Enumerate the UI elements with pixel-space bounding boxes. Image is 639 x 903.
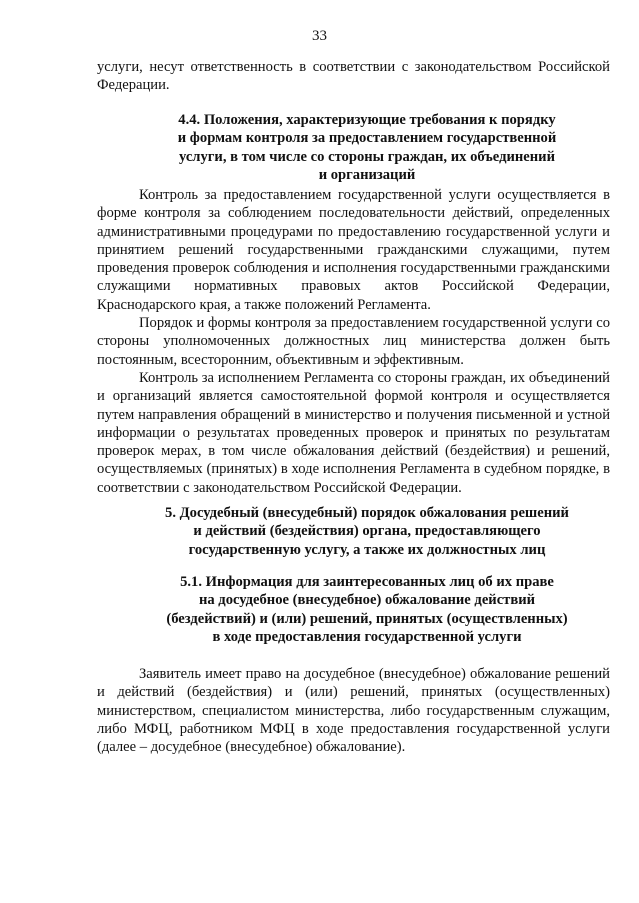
heading-line: и действий (бездействия) органа, предоставляющего [193, 523, 541, 540]
heading-line: 5.1. Информация для заинтересованных лиц об их праве [180, 574, 554, 590]
section-5-heading [97, 504, 637, 559]
heading-line: 4.4. Положения, характеризующие требования к порядку [178, 112, 556, 128]
section-5-1-heading [97, 573, 637, 646]
body-paragraph: Заявитель имеет право на досудебное (внесудебное) обжалование решений и действий (бездействия) и (или) решений, принятых (осуществленных) министерством, специалистом министерства, либо государственным служащим, либо МФЦ, работником МФЦ в ходе предоставления государственной услуги (далее – досудебное (внесудебное) обжалование). [97, 666, 610, 756]
body-paragraph: Контроль за предоставлением государственной услуги осуществляется в форме контроля за соблюдением последовательности действий, определенных административными процедурами по предоставлению государственной услуги и принятием решений государственными гражданскими служащими, путем проведения проверок соблюдения и исполнения государственными гражданскими служащими нормативных правовых актов Российской Федерации, Краснодарского края, а также положений Регламента. [97, 187, 610, 313]
body-paragraph: Порядок и формы контроля за предоставлением государственной услуги со стороны уполномоченных должностных лиц министерства должен быть постоянным, всесторонним, объективным и эффективным. [97, 315, 610, 368]
heading-line: и организаций [318, 166, 416, 183]
section-4-4-body [97, 186, 610, 497]
top-text-block [97, 58, 610, 95]
page-number: 33 [312, 28, 327, 44]
heading-line: государственную услугу, а также их должностных лиц [188, 541, 546, 558]
body-paragraph: Контроль за исполнением Регламента со стороны граждан, их объединений и организаций является самостоятельной формой контроля и осуществляется путем направления обращений в министерство и получения письменной и устной информации о результатах проведенных проверок и принятых по результатам проверок мерах, в том числе обжалования действий (бездействия) и решений, осуществляемых (принятых) в ходе исполнения Регламента в судебном порядке, в соответствии с законодательством Российской Федерации. [97, 369, 610, 496]
heading-line: в ходе предоставления государственной услуги [212, 628, 522, 645]
heading-line: и формам контроля за предоставлением государственной [177, 130, 557, 147]
heading-line: 5. Досудебный (внесудебный) порядок обжалования решений [165, 505, 569, 521]
section-4-4-heading [97, 111, 637, 184]
heading-line: на досудебное (внесудебное) обжалование действий [198, 592, 536, 609]
section-5-1-body [97, 665, 610, 756]
heading-line: (бездействий) и (или) решений, принятых (осуществленных) [166, 610, 568, 627]
heading-line: услуги, в том числе со стороны граждан, их объединений [178, 148, 555, 165]
continued-paragraph: услуги, несут ответственность в соответствии с законодательством Российской Федерации. [97, 59, 610, 94]
